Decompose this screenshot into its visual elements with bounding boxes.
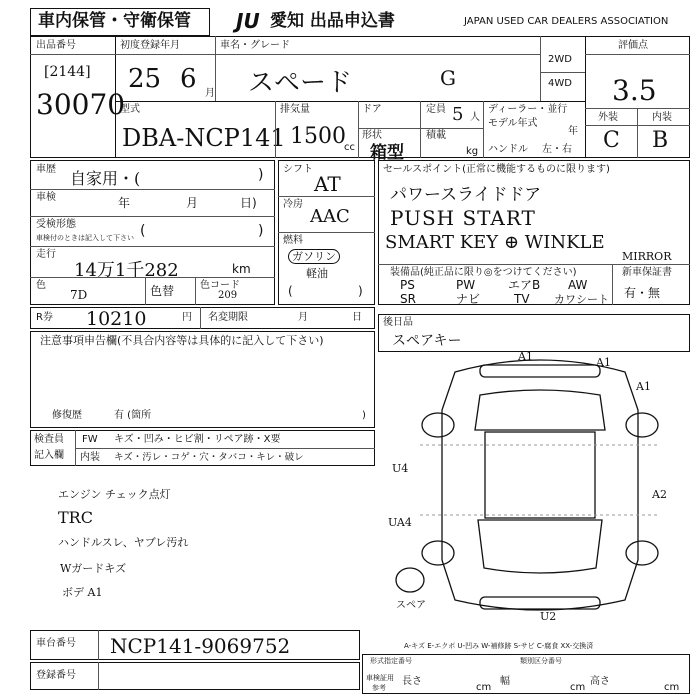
- fuel-other-close: ): [358, 284, 363, 298]
- color-change-label: 色替: [150, 284, 175, 298]
- mileage-unit: km: [232, 262, 251, 276]
- doors-value: 5: [452, 104, 464, 125]
- damage-mark-a2: A2: [652, 488, 667, 501]
- name-change-day: 日: [352, 312, 362, 323]
- repair-label: 修復歴: [52, 410, 82, 421]
- registration-year: 25: [128, 64, 162, 94]
- aircon-value: AAC: [310, 206, 350, 227]
- divider: [278, 196, 375, 197]
- recycle-value: 10210: [86, 308, 147, 330]
- recycle-label: R券: [36, 312, 53, 323]
- shape-value: 箱型: [370, 143, 404, 163]
- plate-box: [30, 662, 360, 690]
- warranty-label: 新車保証書: [622, 267, 672, 278]
- cert-label-2: 類別区分番号: [520, 657, 562, 665]
- history-close: ): [258, 167, 264, 183]
- spare-label: スペア: [396, 600, 426, 611]
- displacement-unit: cc: [344, 142, 355, 153]
- color-value: 7D: [70, 288, 88, 302]
- warranty-options: 有・無: [624, 286, 661, 300]
- divider: [98, 630, 99, 660]
- fuel-label: 燃料: [283, 235, 303, 246]
- divider: [115, 101, 585, 102]
- shift-value: AT: [314, 172, 341, 196]
- inspector-label-1: 検査員: [34, 434, 64, 445]
- divider: [540, 72, 585, 73]
- damage-mark-ua4: UA4: [388, 516, 412, 529]
- sales-point-line-3: SMART KEY ⊕ WINKLE: [385, 232, 605, 253]
- divider: [420, 101, 421, 128]
- handle-label: ハンドル: [488, 144, 528, 155]
- displacement-label: 排気量: [280, 104, 310, 115]
- damage-mark-u4: U4: [392, 462, 409, 475]
- divider: [278, 232, 375, 233]
- score-label: 評価点: [618, 40, 648, 51]
- equip-sr: SR: [400, 292, 416, 306]
- divider: [30, 189, 275, 190]
- interior-score: B: [652, 128, 669, 153]
- dealer-label: ディーラー・並行: [488, 104, 568, 115]
- capacity-label: 定員: [426, 104, 446, 115]
- recv-label: 受検形態: [36, 219, 76, 230]
- load-label: 積載: [426, 130, 446, 141]
- divider: [540, 36, 541, 101]
- length-unit: cm: [476, 682, 492, 693]
- drive-2wd: 2WD: [548, 54, 572, 65]
- width-label: 幅: [500, 676, 510, 687]
- exterior-score: C: [603, 128, 620, 153]
- interior-label: 内装: [652, 112, 672, 123]
- name-change-month: 月: [298, 312, 308, 323]
- lot-number: 30070: [36, 88, 126, 121]
- aircon-label: 冷房: [283, 199, 303, 210]
- equip-navi: ナビ: [456, 292, 481, 306]
- divider: [637, 108, 638, 158]
- doors-label: ドア: [362, 104, 382, 115]
- form-title: 愛知 出品申込書: [270, 11, 395, 31]
- inspector-row1: キズ・凹み・ヒビ割・リペア跡・X要: [114, 434, 281, 445]
- sales-point-line-4: MIRROR: [622, 250, 672, 263]
- damage-mark-a1-top-left: A1: [518, 350, 533, 363]
- color-label: 色: [36, 280, 46, 291]
- car-grade: G: [440, 66, 456, 90]
- remark-2: TRC: [58, 508, 93, 527]
- remark-4: Wガードキズ: [60, 562, 127, 575]
- remark-3: ハンドルスレ、ヤブレ汚れ: [58, 536, 189, 549]
- inspection-label: 車検: [36, 192, 56, 203]
- sales-point-line-2: PUSH START: [390, 206, 536, 230]
- color-code-label: 色コード: [200, 280, 240, 291]
- inspection-day: 日): [240, 196, 257, 210]
- equip-aw: AW: [568, 278, 588, 292]
- reg-cert-label: 車検証用: [366, 674, 394, 682]
- inspection-month: 月: [186, 196, 199, 210]
- color-code-value: 209: [218, 290, 238, 301]
- plate-label: 登録番号: [36, 670, 76, 681]
- exterior-label: 外装: [598, 112, 618, 123]
- damage-mark-a1-right: A1: [636, 380, 651, 393]
- height-label: 高さ: [590, 676, 610, 687]
- recv-close: ): [258, 223, 264, 239]
- history-value: 自家用・(: [70, 169, 141, 188]
- mileage-value: 14万1千282: [74, 260, 179, 281]
- damage-mark-u2: U2: [540, 610, 557, 623]
- equip-tv: TV: [514, 292, 530, 306]
- height-unit: cm: [664, 682, 680, 693]
- ref-label: 参考: [372, 684, 386, 692]
- divider: [30, 277, 275, 278]
- shape-label: 形状: [362, 130, 382, 141]
- divider: [200, 307, 201, 329]
- remark-1: エンジン チェック点灯: [58, 488, 171, 501]
- divider: [30, 216, 275, 217]
- car-name-label: 車名・グレード: [220, 40, 290, 51]
- later-items-label: 後日品: [383, 317, 413, 328]
- divider: [75, 448, 375, 449]
- year-unit: 年: [568, 126, 578, 137]
- equip-airbag: エアB: [508, 278, 541, 292]
- cert-label: 形式指定番号: [370, 657, 412, 665]
- width-unit: cm: [570, 682, 586, 693]
- inspector-fw: FW: [82, 434, 98, 445]
- fuel-other-open: (: [288, 284, 293, 298]
- divider: [585, 125, 690, 126]
- capacity-unit: 人: [470, 112, 480, 123]
- inspection-year: 年: [118, 196, 131, 210]
- divider: [98, 662, 99, 690]
- divider: [358, 101, 359, 158]
- equip-seat: カワシート: [554, 293, 609, 306]
- registration-month: 6: [180, 64, 197, 94]
- later-items-value: スペアキー: [392, 333, 462, 349]
- divider: [612, 264, 613, 305]
- divider: [378, 264, 690, 265]
- divider: [30, 54, 115, 55]
- handle-side: 左・右: [542, 144, 572, 155]
- equipment-label: 装備品(純正品に限り◎をつけてください): [390, 267, 577, 278]
- recv-note: 車検付のときは記入して下さい: [36, 234, 134, 242]
- car-name: スペード: [248, 68, 353, 98]
- mileage-label: 走行: [36, 249, 56, 260]
- chassis-label: 車台番号: [36, 638, 76, 649]
- registration-label: 初度登録年月: [120, 40, 180, 51]
- model-year-label: モデル年式: [488, 118, 538, 129]
- recycle-box: [30, 307, 375, 329]
- drive-4wd: 4WD: [548, 78, 572, 89]
- load-unit: kg: [466, 146, 479, 157]
- name-change-label: 名変期限: [208, 312, 248, 323]
- fuel-diesel: 軽油: [306, 267, 328, 280]
- shift-label: シフト: [283, 164, 313, 175]
- divider: [275, 101, 276, 158]
- divider: [420, 128, 421, 158]
- ju-logo: JU: [236, 9, 260, 33]
- score-value: 3.5: [612, 74, 657, 107]
- divider: [215, 36, 216, 101]
- equip-pw: PW: [456, 278, 476, 292]
- model-value: DBA-NCP141: [122, 124, 286, 152]
- notes-label: 注意事項申告欄(不具合内容等は具体的に記入して下さい): [40, 334, 324, 347]
- repair-value: 有 (箇所: [114, 410, 152, 421]
- model-label: 型式: [120, 104, 140, 115]
- damage-legend: A-キズ E-エクボ U-凹み W-補修跡 S-サビ C-腐食 XX-交換済: [404, 642, 594, 650]
- equip-ps: PS: [400, 278, 415, 292]
- inspector-row2: キズ・汚レ・コゲ・穴・タバコ・キレ・破レ: [114, 452, 304, 463]
- fuel-gasoline: ガソリン: [288, 249, 340, 264]
- damage-mark-a1-top-right: A1: [596, 356, 611, 369]
- remark-5: ボデ A1: [62, 586, 103, 599]
- association-name: JAPAN USED CAR DEALERS ASSOCIATION: [464, 16, 669, 27]
- chassis-number: NCP141-9069752: [110, 634, 291, 658]
- lot-sub-number: [2144]: [44, 64, 91, 80]
- divider: [195, 277, 196, 305]
- divider: [30, 246, 275, 247]
- storage-title: 車内保管・守衛保管: [38, 11, 191, 31]
- lot-label: 出品番号: [36, 40, 76, 51]
- sales-point-line-1: パワースライドドア: [390, 185, 542, 205]
- inspector-label-2: 記入欄: [34, 450, 64, 461]
- divider: [585, 54, 690, 55]
- inspector-interior: 内装: [80, 452, 100, 463]
- repair-close: ): [362, 410, 366, 421]
- divider: [115, 54, 540, 55]
- history-label: 車歴: [36, 164, 56, 175]
- displacement-value: 1500: [290, 124, 346, 149]
- divider: [483, 101, 484, 158]
- month-unit: 月: [205, 88, 215, 99]
- recycle-unit: 円: [182, 312, 192, 323]
- sales-points-label: セールスポイント(正常に機能するものに限ります): [383, 164, 610, 175]
- divider: [145, 277, 146, 305]
- recv-open: (: [140, 223, 146, 239]
- length-label: 長さ: [402, 676, 422, 687]
